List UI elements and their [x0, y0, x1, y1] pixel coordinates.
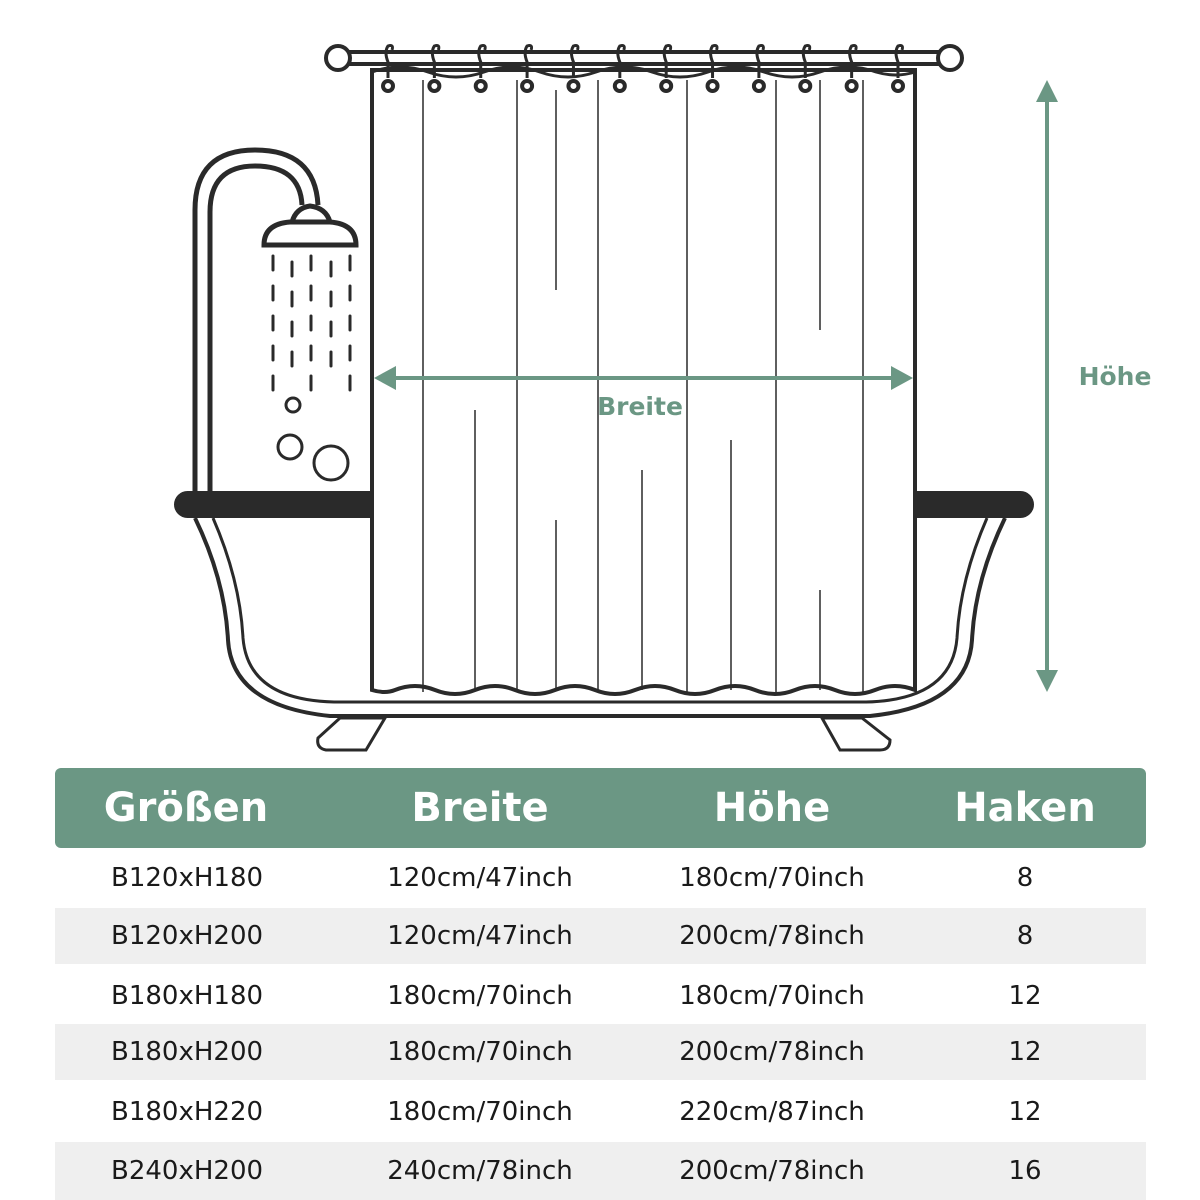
cell-width: 180cm/70inch	[387, 981, 573, 1011]
curtain-grommet	[754, 81, 764, 91]
table-row	[55, 1024, 1146, 1080]
header-width: Breite	[411, 785, 549, 831]
curtain-grommet	[383, 81, 393, 91]
cell-size: B180xH180	[111, 981, 264, 1011]
cell-hooks: 12	[1008, 1097, 1042, 1127]
curtain-grommet	[568, 81, 578, 91]
cell-height: 200cm/78inch	[679, 1037, 865, 1067]
curtain-grommet	[893, 81, 903, 91]
cell-hooks: 12	[1008, 981, 1042, 1011]
cell-size: B180xH200	[111, 1037, 264, 1067]
cell-hooks: 8	[1016, 863, 1034, 893]
cell-size: B240xH200	[111, 1156, 264, 1186]
curtain-grommet	[800, 81, 810, 91]
height-label: Höhe	[1078, 362, 1152, 391]
shower-curtain-icon	[372, 67, 915, 694]
cell-height: 180cm/70inch	[679, 981, 865, 1011]
cell-size: B120xH180	[111, 863, 264, 893]
curtain-grommet	[522, 81, 532, 91]
header-hooks: Haken	[954, 785, 1096, 831]
cell-size: B180xH220	[111, 1097, 264, 1127]
table-header	[55, 768, 1146, 848]
cell-size: B120xH200	[111, 921, 264, 951]
table-row	[55, 1142, 1146, 1200]
height-arrow	[1036, 80, 1058, 692]
cell-width: 180cm/70inch	[387, 1037, 573, 1067]
curtain-grommet	[429, 81, 439, 91]
curtain-grommet	[476, 81, 486, 91]
curtain-grommet	[615, 81, 625, 91]
cell-hooks: 16	[1008, 1156, 1042, 1186]
table-row	[55, 1084, 1146, 1140]
table-row	[55, 908, 1146, 964]
cell-width: 120cm/47inch	[387, 863, 573, 893]
header-sizes: Größen	[103, 785, 269, 831]
water-drops	[273, 256, 350, 390]
cell-height: 180cm/70inch	[679, 863, 865, 893]
cell-width: 180cm/70inch	[387, 1097, 573, 1127]
bubbles	[278, 398, 348, 480]
cell-width: 240cm/78inch	[387, 1156, 573, 1186]
table-row	[55, 852, 1146, 904]
cell-hooks: 12	[1008, 1037, 1042, 1067]
cell-width: 120cm/47inch	[387, 921, 573, 951]
curtain-grommet	[708, 81, 718, 91]
width-label: Breite	[597, 392, 683, 421]
cell-hooks: 8	[1016, 921, 1034, 951]
curtain-rod-icon	[326, 46, 962, 70]
cell-height: 200cm/78inch	[679, 1156, 865, 1186]
curtain-grommet	[847, 81, 857, 91]
cell-height: 220cm/87inch	[679, 1097, 865, 1127]
size-table	[55, 768, 1146, 1200]
table-row	[55, 968, 1146, 1024]
cell-height: 200cm/78inch	[679, 921, 865, 951]
curtain-grommet	[661, 81, 671, 91]
header-height: Höhe	[713, 785, 831, 831]
